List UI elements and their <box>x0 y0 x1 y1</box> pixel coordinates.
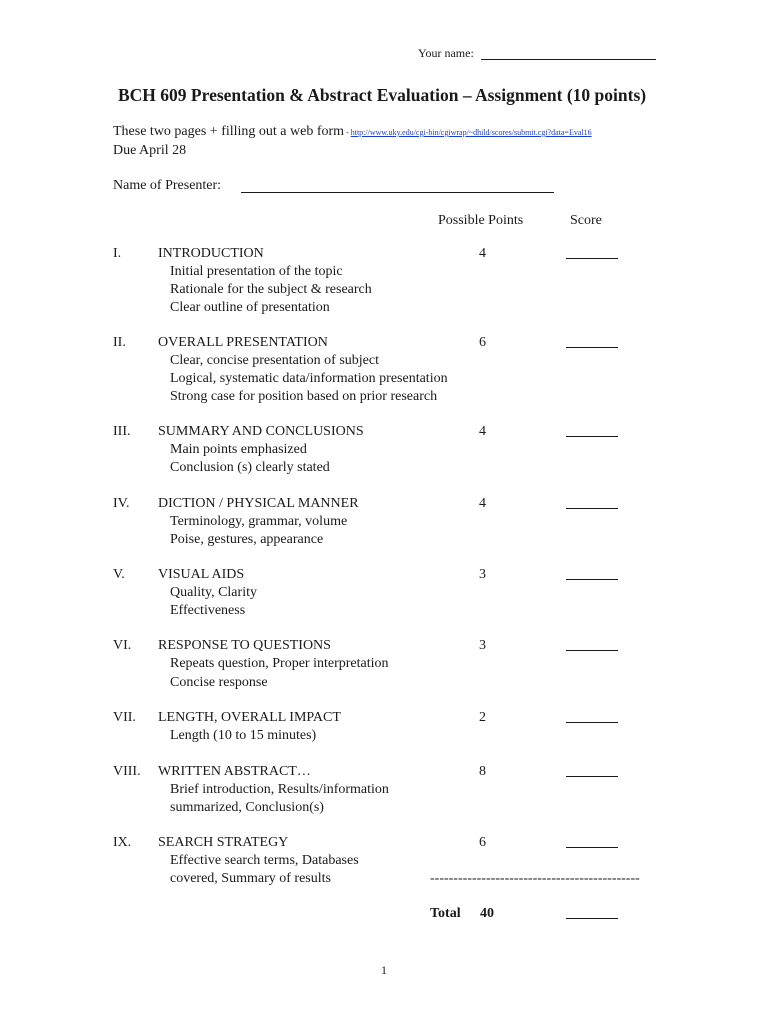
section-numeral: VII. <box>113 710 136 725</box>
section-heading: SUMMARY AND CONCLUSIONS <box>158 424 364 439</box>
your-name-blank[interactable] <box>481 59 656 60</box>
criterion-item: Poise, gestures, appearance <box>170 532 324 547</box>
section-numeral: VIII. <box>113 764 141 779</box>
score-blank[interactable] <box>566 847 618 848</box>
section-points: 3 <box>479 567 486 582</box>
criterion-item: Logical, systematic data/information presentation <box>170 371 448 386</box>
section-numeral: I. <box>113 246 122 261</box>
total-score-blank[interactable] <box>566 918 618 919</box>
criterion-item: Repeats question, Proper interpretation <box>170 656 389 671</box>
possible-points-header: Possible Points <box>438 213 524 228</box>
section-numeral: IV. <box>113 496 130 511</box>
section-points: 2 <box>479 710 486 725</box>
section-heading: INTRODUCTION <box>158 246 264 261</box>
criterion-item: summarized, Conclusion(s) <box>170 800 324 815</box>
criterion-item: covered, Summary of results <box>170 871 331 886</box>
score-blank[interactable] <box>566 508 618 509</box>
criterion-item: Rationale for the subject & research <box>170 282 372 297</box>
total-value: 40 <box>480 906 494 921</box>
criterion-item: Main points emphasized <box>170 442 307 457</box>
section-points: 6 <box>479 335 486 350</box>
due-date: Due April 28 <box>113 143 187 158</box>
score-blank[interactable] <box>566 436 618 437</box>
page-title: BCH 609 Presentation & Abstract Evaluation – Assignment (10 points) <box>118 85 647 105</box>
section-points: 4 <box>479 246 486 261</box>
section-numeral: VI. <box>113 638 132 653</box>
criterion-item: Quality, Clarity <box>170 585 257 600</box>
total-separator: --------------------------------------------- <box>430 871 640 886</box>
criterion-item: Concise response <box>170 675 268 690</box>
criterion-item: Initial presentation of the topic <box>170 264 343 279</box>
score-blank[interactable] <box>566 650 618 651</box>
section-heading: VISUAL AIDS <box>158 567 245 582</box>
presenter-label: Name of Presenter: <box>113 178 222 193</box>
score-header: Score <box>570 213 602 228</box>
link-prefix: - <box>344 128 351 137</box>
criterion-item: Terminology, grammar, volume <box>170 514 348 529</box>
section-heading: RESPONSE TO QUESTIONS <box>158 638 331 653</box>
section-heading: LENGTH, OVERALL IMPACT <box>158 710 341 725</box>
section-numeral: III. <box>113 424 131 439</box>
section-points: 4 <box>479 424 486 439</box>
page-number: 1 <box>381 963 387 977</box>
section-points: 8 <box>479 764 486 779</box>
presenter-name-blank[interactable] <box>241 192 554 193</box>
section-heading: OVERALL PRESENTATION <box>158 335 328 350</box>
section-numeral: V. <box>113 567 125 582</box>
criterion-item: Clear, concise presentation of subject <box>170 353 379 368</box>
criterion-item: Clear outline of presentation <box>170 300 330 315</box>
score-blank[interactable] <box>566 579 618 580</box>
section-points: 4 <box>479 496 486 511</box>
section-points: 3 <box>479 638 486 653</box>
criterion-item: Conclusion (s) clearly stated <box>170 460 330 475</box>
criterion-item: Strong case for position based on prior research <box>170 389 438 404</box>
web-form-link[interactable]: http://www.uky.edu/cgi-bin/cgiwrap/~dhild/scores/submit.cgi?data=Eval16 <box>350 128 592 137</box>
your-name-label: Your name: <box>418 46 474 60</box>
criterion-item: Effectiveness <box>170 603 246 618</box>
section-numeral: II. <box>113 335 126 350</box>
criterion-item: Effective search terms, Databases <box>170 853 359 868</box>
intro-line <box>113 123 592 142</box>
criterion-item: Brief introduction, Results/information <box>170 782 389 797</box>
score-blank[interactable] <box>566 722 618 723</box>
intro-text: These two pages + filling out a web form <box>113 124 345 139</box>
total-label: Total <box>430 906 461 921</box>
section-heading: SEARCH STRATEGY <box>158 835 289 850</box>
section-points: 6 <box>479 835 486 850</box>
section-numeral: IX. <box>113 835 132 850</box>
score-blank[interactable] <box>566 776 618 777</box>
score-blank[interactable] <box>566 258 618 259</box>
criterion-item: Length (10 to 15 minutes) <box>170 728 317 743</box>
score-blank[interactable] <box>566 347 618 348</box>
section-heading: DICTION / PHYSICAL MANNER <box>158 496 359 511</box>
section-heading: WRITTEN ABSTRACT… <box>158 764 311 779</box>
